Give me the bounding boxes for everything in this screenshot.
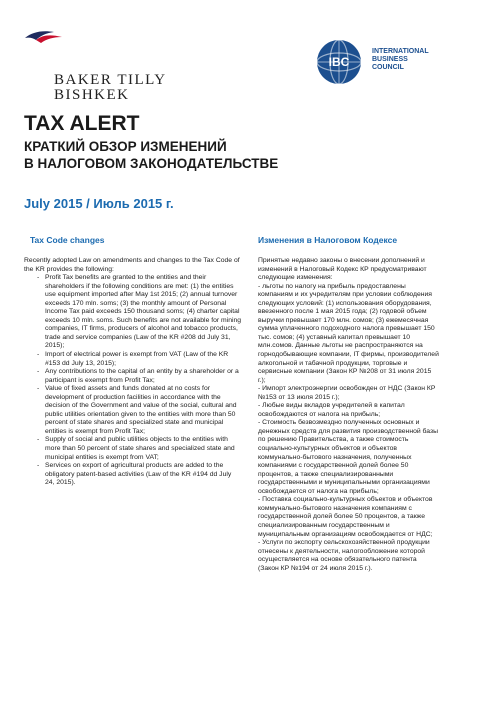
text-line: тыс. сомов; (4) уставный капитал превышает 10 xyxy=(258,333,411,341)
list-item: - Supply of social and public utilities objects to the entities with more than 50 percent of state shares and specialized state and municipal entities is exempt from VAT; xyxy=(24,436,242,462)
subtitle-line-2: В НАЛОГОВОМ ЗАКОНОДАТЕЛЬСТВЕ xyxy=(24,156,279,171)
brand-line-2: BISHKEK xyxy=(54,87,130,103)
page-title: TAX ALERT xyxy=(24,112,140,135)
ibc-wordmark xyxy=(372,48,429,72)
text-line: г.); xyxy=(258,376,266,384)
text-line: - Поставка социально-культурных объектов и объектов xyxy=(258,496,433,504)
text-line: - Импорт электроэнергии освобожден от НДС (Закон КР xyxy=(258,385,436,393)
text-line: №153 от 13 июля 2015 г.); xyxy=(258,393,340,401)
bird-icon xyxy=(24,28,64,46)
text-line: сумма уплаченного подоходного налога превышает 150 xyxy=(258,325,435,333)
ibc-logo xyxy=(314,37,484,87)
english-intro: Recently adopted Law on amendments and changes to the Tax Code of the KR provides the following: xyxy=(24,257,240,273)
text-line: освобождаются от налога на прибыль; xyxy=(258,410,381,418)
text-line: компаниям и их учредителям при условии соблюдения xyxy=(258,291,432,299)
baker-tilly-wordmark xyxy=(54,73,167,103)
text-line: отнесены к деятельности, налогообложение которой xyxy=(258,547,425,555)
text-line: Принятые недавно законы о внесении дополнений и xyxy=(258,257,425,264)
english-heading: Tax Code changes xyxy=(30,235,105,245)
text-line: (Закон КР №194 от 24 июля 2015 г.). xyxy=(258,564,373,572)
list-item: - Import of electrical power is exempt from VAT (Law of the KR #153 dd July 13, 2015); xyxy=(24,351,242,368)
brand-line-1: BAKER TILLY xyxy=(54,72,167,88)
list-item: - Services on export of agricultural products are added to the obligatory patent-based activities (Law of the KR #194 dd July 24, 2015). xyxy=(24,462,242,488)
english-list xyxy=(24,274,242,488)
ibc-globe-icon xyxy=(314,37,364,87)
text-line: коммунально-бытового назначения, полученных xyxy=(258,453,412,461)
text-line: по решению Правительства, а также стоимость xyxy=(258,436,409,444)
text-line: компаниями с государственной долей более 50 xyxy=(258,462,409,470)
text-line: - Услуги по экспорту сельскохозяйственной продукции xyxy=(258,539,430,547)
subtitle-line-1: КРАТКИЙ ОБЗОР ИЗМЕНЕНИЙ xyxy=(24,139,227,154)
text-line: горнодобывающие компании, IT фирмы, производителей xyxy=(258,351,439,359)
ibc-initials: IBC xyxy=(328,55,350,69)
text-line: денежных средств для развития производственной базы xyxy=(258,427,438,435)
text-line: процентов, а также специализированными xyxy=(258,470,394,478)
english-column xyxy=(24,257,242,488)
text-line: - льготы по налогу на прибыль предоставлены xyxy=(258,282,406,290)
text-line: государственными и муниципальными организациями xyxy=(258,479,430,487)
page-subtitle xyxy=(24,138,278,172)
ibc-line-3: COUNCIL xyxy=(372,64,404,71)
list-item: - Any contributions to the capital of an entity by a shareholder or a participant is exempt from Profit Tax; xyxy=(24,368,242,385)
list-item: - Profit Tax benefits are granted to the entities and their shareholders if the following conditions are met: (1) the entities use equipment imported after May 1st 2015; (2) annual turnover exceeds 170 mln. soms; (3) the monthly amount of Personal Income Tax paid exceeds 150 thousand soms; (4) charter capital exceeds 10 mln. soms. Such benefits are not available for mining companies, IT firms, producers of alcohol and tobacco products, trade and service companies (Law of the KR #208 dd July 31, 2015); xyxy=(24,274,242,351)
baker-tilly-logo xyxy=(24,28,194,103)
text-line: изменений в Налоговый Кодекс КР предусматривают xyxy=(258,265,427,273)
ibc-line-1: INTERNATIONAL xyxy=(372,48,429,55)
text-line: государственной долей более 50 процентов, а также xyxy=(258,513,426,521)
text-line: следующие изменения: xyxy=(258,274,333,282)
text-line: ввезенного после 1 мая 2015 года; (2) годовой объем xyxy=(258,308,427,316)
text-line: - Стоимость безвозмездно полученных основных и xyxy=(258,419,420,427)
russian-column xyxy=(258,257,478,573)
text-line: следующих условий: (1) использования оборудования, xyxy=(258,299,432,307)
text-line: социально-культурных объектов и объектов xyxy=(258,445,398,453)
text-line: млн.сомов. Данные льготы не распространяются на xyxy=(258,342,423,350)
text-line: специализированным государственным и xyxy=(258,521,390,529)
text-line: выручки превышает 170 млн. сомов; (3) ежемесячная xyxy=(258,316,429,324)
text-line: алкогольной и табачной продукции, торговые и xyxy=(258,359,408,367)
text-line: коммунально-бытового назначения компаниям с xyxy=(258,504,412,512)
russian-heading: Изменения в Налоговом Кодексе xyxy=(258,235,398,245)
text-line: - Любые виды вкладов учредителей в капитал xyxy=(258,402,405,410)
text-line: осуществляется на основе обязательного патента xyxy=(258,556,417,564)
issue-date: July 2015 / Июль 2015 г. xyxy=(24,196,174,211)
text-line: сервисные компании (Закон КР №208 от 31 июля 2015 xyxy=(258,368,432,376)
list-item: - Value of fixed assets and funds donated at no costs for development of production facilities in accordance with the decision of the Government and value of the social, cultural and public utilities orientation given to the entities with more than 50 percent of state shares and specialized state and municipal entities is exempt from Profit Tax; xyxy=(24,385,242,436)
ibc-line-2: BUSINESS xyxy=(372,56,408,63)
text-line: муниципальным организациям освобождается от НДС; xyxy=(258,530,433,538)
text-line: освобождается от налога на прибыль; xyxy=(258,487,379,495)
